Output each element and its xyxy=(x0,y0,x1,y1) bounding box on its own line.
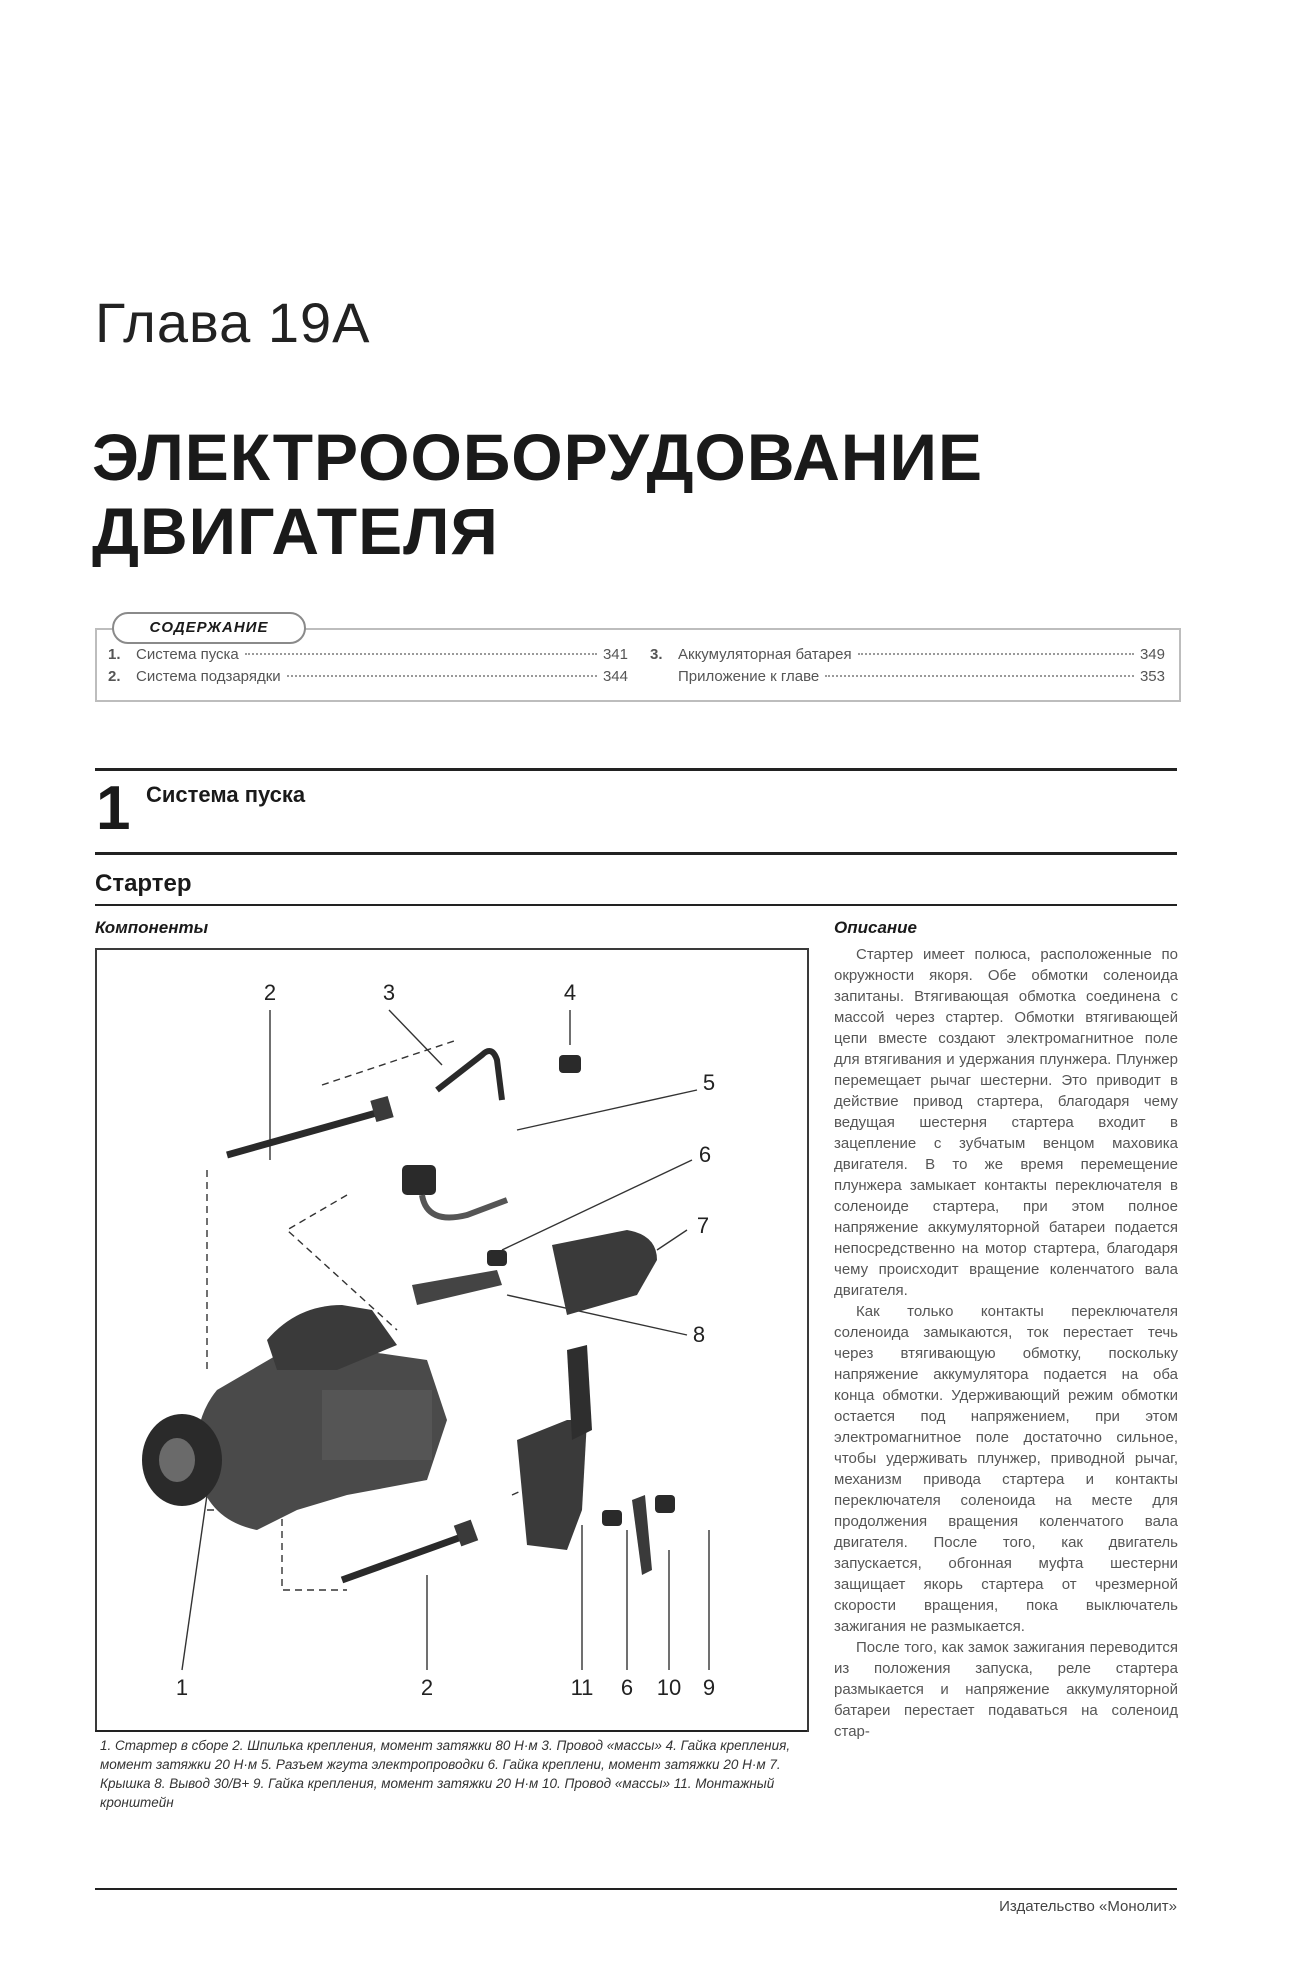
callout-label: 1 xyxy=(175,1675,189,1700)
harness-connector xyxy=(402,1165,436,1195)
stud-bolt xyxy=(227,1096,394,1155)
toc-item-label: Система подзарядки xyxy=(136,668,281,685)
ground-strap xyxy=(632,1495,652,1575)
description-text xyxy=(834,944,1178,1742)
subsection-rule xyxy=(95,904,1177,906)
callout-label: 2 xyxy=(263,980,277,1005)
ground-strap xyxy=(437,1051,502,1100)
section-bottom-rule xyxy=(95,852,1177,855)
callout-label: 11 xyxy=(570,1675,594,1700)
callout-label: 6 xyxy=(698,1142,712,1167)
harness-wire xyxy=(422,1195,507,1218)
description-paragraph: Как только контакты переключателя соленоида замыкаются, ток перестает течь через втягивающую обмотку, поскольку напряжение аккумулятора подается на оба конца обмотки. Удерживающий режим обмотки остается под напряжением, при этом электромагнитное поле достаточно сильное, чтобы удерживать плунжер, приводной рычаг, механизм привода стартера и контакты переключателя соленоида на месте для продолжения вращения коленчатого вала двигателя. После того, как двигатель запускается, обгонная муфта шестерни защищает якорь стартера от чрезмерной скорости вращения, пока выключатель зажигания не размыкается. xyxy=(834,1303,1178,1635)
subsection-title: Стартер xyxy=(95,870,192,897)
toc-dots xyxy=(858,653,1134,655)
leader-line xyxy=(517,1090,697,1130)
footer-rule xyxy=(95,1888,1177,1890)
toc-tag: СОДЕРЖАНИЕ xyxy=(112,612,306,644)
toc-item[interactable] xyxy=(650,646,1165,663)
leader-line xyxy=(182,1495,207,1670)
nut xyxy=(559,1055,581,1073)
toc-item-page: 341 xyxy=(602,646,628,663)
terminal-cover xyxy=(552,1230,657,1315)
section-number: 1 xyxy=(96,774,131,843)
callout-label: 6 xyxy=(620,1675,634,1700)
section-title: Система пуска xyxy=(146,782,306,807)
toc-item[interactable] xyxy=(650,668,1165,685)
caption-rule xyxy=(95,1730,807,1732)
starter-motor xyxy=(142,1305,447,1530)
leader-line xyxy=(657,1230,687,1250)
callout-label: 8 xyxy=(692,1322,706,1347)
components-label: Компоненты xyxy=(95,918,209,937)
description-label: Описание xyxy=(834,918,918,937)
toc-item[interactable] xyxy=(108,646,628,663)
callout-label: 2 xyxy=(420,1675,434,1700)
publisher-footer: Издательство «Монолит» xyxy=(999,1898,1177,1915)
chapter-title-line1: ЭЛЕКТРООБОРУДОВАНИЕ xyxy=(92,420,983,494)
diagram-caption: 1. Стартер в сборе 2. Шпилька крепления, момент затяжки 80 Н·м 3. Провод «массы» 4. Гайка крепления, момент затяжки 20 Н·м 5. Разъем жгута электропроводки 6. Гайка креплени, момент затяжки 20 Н·м 7. Крышка 8. Вывод 30/В+ 9. Гайка крепления, момент затяжки 20 Н·м 10. Провод «массы» 11. Монтажный кронштейн xyxy=(100,1738,791,1810)
description-paragraph: Стартер имеет полюса, расположенные по окружности якоря. Обе обмотки соленоида запитаны. Втягивающая обмотка соединена с массой через стартер. Обмотки втягивающей цепи вместе создают электромагнитное поле для втягивания и удержания плунжера. Плунжер перемещает рычаг шестерни. Это приводит в действие привод стартера, благодаря чему ведущая шестерня стартера входит в зацепление с зубчатым венцом маховика двигателя. В то же время перемещение плунжера замыкает контакты переключателя в соленоиде стартера, при этом полное напряжение аккумуляторной батареи подается непосредственно на мотор стартера, благодаря чему происходит вращение коленчатого вала двигателя. xyxy=(834,946,1178,1299)
toc-dots xyxy=(245,653,597,655)
callout-label: 4 xyxy=(563,980,577,1005)
toc-item-page: 353 xyxy=(1139,668,1165,685)
callout-label: 5 xyxy=(702,1070,716,1095)
chapter-title-line2: ДВИГАТЕЛЯ xyxy=(92,494,499,568)
chapter-title xyxy=(92,420,983,568)
toc-item-num: 2. xyxy=(108,668,121,685)
nut xyxy=(602,1510,622,1526)
toc-item-label: Приложение к главе xyxy=(678,668,820,685)
terminal-30 xyxy=(412,1270,502,1305)
description-paragraph: После того, как замок зажигания переводится из положения запуска, реле стартера размыкается и напряжение аккумуляторной батареи перестает подаваться на соленоид стар- xyxy=(834,1639,1178,1740)
callout-label: 3 xyxy=(382,980,396,1005)
toc-item-num: 1. xyxy=(108,646,121,663)
toc-item-page: 344 xyxy=(602,668,628,685)
toc-dots xyxy=(287,675,597,677)
starter-exploded-diagram xyxy=(97,950,803,1726)
callout-label: 10 xyxy=(656,1675,682,1700)
section-top-rule xyxy=(95,768,1177,771)
toc-item[interactable] xyxy=(108,668,628,685)
nut xyxy=(487,1250,507,1266)
chapter-label: Глава 19А xyxy=(95,291,371,354)
toc-item-num: 3. xyxy=(650,646,663,663)
toc-item-page: 349 xyxy=(1139,646,1165,663)
callout-label: 7 xyxy=(696,1213,710,1238)
toc-item-label: Аккумуляторная батарея xyxy=(678,646,852,663)
toc-dots xyxy=(825,675,1134,677)
leader-line xyxy=(389,1010,442,1065)
callout-label: 9 xyxy=(702,1675,716,1700)
mounting-bracket xyxy=(517,1420,587,1550)
stud-bolt xyxy=(342,1520,478,1580)
nut xyxy=(655,1495,675,1513)
toc-item-label: Система пуска xyxy=(136,646,239,663)
